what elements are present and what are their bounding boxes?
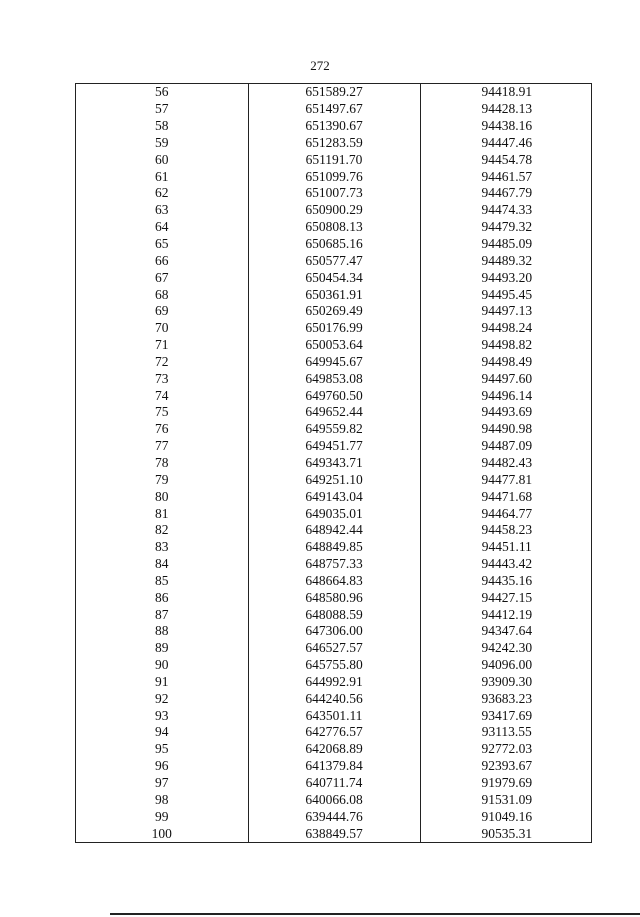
y-coordinate-cell: 94447.46	[420, 135, 593, 152]
x-coordinate-cell: 649343.71	[248, 455, 420, 472]
y-coordinate-cell: 94412.19	[420, 606, 593, 623]
point-number-cell: 100	[151, 825, 172, 841]
table-row	[76, 539, 593, 556]
point-number-cell: 89	[155, 640, 169, 656]
point-number-cell: 80	[155, 488, 169, 504]
point-number-cell: 79	[155, 471, 169, 487]
table-row	[76, 825, 593, 842]
y-coordinate-cell: 94438.16	[420, 118, 593, 135]
table-row	[76, 185, 593, 202]
table-row	[76, 404, 593, 421]
x-coordinate-cell: 649760.50	[248, 387, 420, 404]
y-coordinate-cell: 94435.16	[420, 572, 593, 589]
table-row	[76, 471, 593, 488]
y-coordinate-cell: 94427.15	[420, 589, 593, 606]
table-row	[76, 640, 593, 657]
table-row	[76, 303, 593, 320]
table-row	[76, 623, 593, 640]
y-coordinate-cell: 94477.81	[420, 471, 593, 488]
x-coordinate-cell: 640711.74	[248, 775, 420, 792]
page-bottom-rule	[110, 913, 640, 915]
point-number-cell: 99	[155, 808, 169, 824]
table-row	[76, 118, 593, 135]
y-coordinate-cell: 91531.09	[420, 791, 593, 808]
point-number-cell: 78	[155, 454, 169, 470]
y-coordinate-cell: 94497.60	[420, 370, 593, 387]
table-row	[76, 707, 593, 724]
table-row	[76, 589, 593, 606]
y-coordinate-cell: 94454.78	[420, 151, 593, 168]
point-number-cell: 85	[155, 572, 169, 588]
coordinate-table-body	[76, 84, 593, 842]
y-coordinate-cell: 94498.24	[420, 320, 593, 337]
x-coordinate-cell: 651099.76	[248, 168, 420, 185]
y-coordinate-cell: 92772.03	[420, 741, 593, 758]
y-coordinate-cell: 94495.45	[420, 286, 593, 303]
x-coordinate-cell: 642068.89	[248, 741, 420, 758]
table-row	[76, 505, 593, 522]
point-number-cell: 64	[155, 219, 169, 235]
table-row	[76, 724, 593, 741]
x-coordinate-cell: 651589.27	[248, 84, 420, 101]
y-coordinate-cell: 94474.33	[420, 202, 593, 219]
table-row	[76, 758, 593, 775]
point-number-cell: 71	[155, 337, 169, 353]
point-number-cell: 97	[155, 775, 169, 791]
point-number-cell: 92	[155, 690, 169, 706]
point-number-cell: 81	[155, 505, 169, 521]
x-coordinate-cell: 649035.01	[248, 505, 420, 522]
table-row	[76, 354, 593, 371]
point-number-cell: 82	[155, 522, 169, 538]
point-number-cell: 59	[155, 134, 169, 150]
x-coordinate-cell: 650577.47	[248, 252, 420, 269]
point-number-cell: 70	[155, 320, 169, 336]
y-coordinate-cell: 94496.14	[420, 387, 593, 404]
y-coordinate-cell: 94347.64	[420, 623, 593, 640]
table-row	[76, 522, 593, 539]
x-coordinate-cell: 649451.77	[248, 438, 420, 455]
x-coordinate-cell: 651191.70	[248, 151, 420, 168]
y-coordinate-cell: 94464.77	[420, 505, 593, 522]
table-row	[76, 84, 593, 101]
table-row	[76, 370, 593, 387]
point-number-cell: 66	[155, 252, 169, 268]
x-coordinate-cell: 648849.85	[248, 539, 420, 556]
table-row	[76, 135, 593, 152]
x-coordinate-cell: 649251.10	[248, 471, 420, 488]
table-row	[76, 741, 593, 758]
table-row	[76, 808, 593, 825]
x-coordinate-cell: 650808.13	[248, 219, 420, 236]
point-number-cell: 56	[155, 84, 169, 100]
point-number-cell: 60	[155, 151, 169, 167]
point-number-cell: 65	[155, 236, 169, 252]
y-coordinate-cell: 94497.13	[420, 303, 593, 320]
x-coordinate-cell: 650269.49	[248, 303, 420, 320]
table-row	[76, 556, 593, 573]
y-coordinate-cell: 94461.57	[420, 168, 593, 185]
y-coordinate-cell: 94428.13	[420, 101, 593, 118]
x-coordinate-cell: 650685.16	[248, 236, 420, 253]
table-row	[76, 219, 593, 236]
x-coordinate-cell: 651390.67	[248, 118, 420, 135]
table-row	[76, 438, 593, 455]
table-row	[76, 236, 593, 253]
x-coordinate-cell: 644240.56	[248, 690, 420, 707]
y-coordinate-cell: 93909.30	[420, 674, 593, 691]
point-number-cell: 87	[155, 606, 169, 622]
table-row	[76, 151, 593, 168]
point-number-cell: 83	[155, 539, 169, 555]
point-number-cell: 96	[155, 758, 169, 774]
point-number-cell: 86	[155, 589, 169, 605]
page-number: 272	[310, 58, 330, 73]
y-coordinate-cell: 94493.69	[420, 404, 593, 421]
y-coordinate-cell: 94498.82	[420, 337, 593, 354]
table-row	[76, 606, 593, 623]
point-number-cell: 73	[155, 370, 169, 386]
x-coordinate-cell: 649945.67	[248, 354, 420, 371]
point-number-cell: 88	[155, 623, 169, 639]
table-row	[76, 387, 593, 404]
table-row	[76, 455, 593, 472]
x-coordinate-cell: 649652.44	[248, 404, 420, 421]
y-coordinate-cell: 91049.16	[420, 808, 593, 825]
y-coordinate-cell: 94489.32	[420, 252, 593, 269]
x-coordinate-cell: 649559.82	[248, 421, 420, 438]
y-coordinate-cell: 94458.23	[420, 522, 593, 539]
point-number-cell: 77	[155, 438, 169, 454]
x-coordinate-cell: 650053.64	[248, 337, 420, 354]
y-coordinate-cell: 94467.79	[420, 185, 593, 202]
y-coordinate-cell: 93113.55	[420, 724, 593, 741]
x-coordinate-cell: 648088.59	[248, 606, 420, 623]
table-row	[76, 657, 593, 674]
y-coordinate-cell: 94493.20	[420, 269, 593, 286]
x-coordinate-cell: 640066.08	[248, 791, 420, 808]
table-row	[76, 101, 593, 118]
y-coordinate-cell: 90535.31	[420, 825, 593, 842]
x-coordinate-cell: 645755.80	[248, 657, 420, 674]
x-coordinate-cell: 651497.67	[248, 101, 420, 118]
y-coordinate-cell: 94479.32	[420, 219, 593, 236]
table-row	[76, 269, 593, 286]
y-coordinate-cell: 94482.43	[420, 455, 593, 472]
point-number-cell: 63	[155, 202, 169, 218]
table-row	[76, 674, 593, 691]
x-coordinate-cell: 643501.11	[248, 707, 420, 724]
y-coordinate-cell: 93417.69	[420, 707, 593, 724]
point-number-cell: 61	[155, 168, 169, 184]
point-number-cell: 58	[155, 118, 169, 134]
y-coordinate-cell: 91979.69	[420, 775, 593, 792]
table-row	[76, 791, 593, 808]
point-number-cell: 84	[155, 556, 169, 572]
x-coordinate-cell: 642776.57	[248, 724, 420, 741]
point-number-cell: 67	[155, 269, 169, 285]
x-coordinate-cell: 648580.96	[248, 589, 420, 606]
table-row	[76, 202, 593, 219]
point-number-cell: 68	[155, 286, 169, 302]
x-coordinate-cell: 644992.91	[248, 674, 420, 691]
point-number-cell: 62	[155, 185, 169, 201]
table-row	[76, 775, 593, 792]
point-number-cell: 57	[155, 101, 169, 117]
y-coordinate-cell: 94242.30	[420, 640, 593, 657]
x-coordinate-cell: 648664.83	[248, 572, 420, 589]
x-coordinate-cell: 651283.59	[248, 135, 420, 152]
x-coordinate-cell: 649143.04	[248, 488, 420, 505]
table-row	[76, 337, 593, 354]
coordinate-table-frame	[75, 83, 592, 843]
x-coordinate-cell: 651007.73	[248, 185, 420, 202]
y-coordinate-cell: 94096.00	[420, 657, 593, 674]
point-number-cell: 75	[155, 404, 169, 420]
y-coordinate-cell: 94498.49	[420, 354, 593, 371]
x-coordinate-cell: 639444.76	[248, 808, 420, 825]
x-coordinate-cell: 648757.33	[248, 556, 420, 573]
point-number-cell: 72	[155, 353, 169, 369]
x-coordinate-cell: 648942.44	[248, 522, 420, 539]
point-number-cell: 94	[155, 724, 169, 740]
coordinate-table	[76, 84, 593, 842]
table-row	[76, 168, 593, 185]
y-coordinate-cell: 94487.09	[420, 438, 593, 455]
x-coordinate-cell: 649853.08	[248, 370, 420, 387]
table-row	[76, 252, 593, 269]
x-coordinate-cell: 647306.00	[248, 623, 420, 640]
x-coordinate-cell: 638849.57	[248, 825, 420, 842]
y-coordinate-cell: 94443.42	[420, 556, 593, 573]
table-row	[76, 488, 593, 505]
point-number-cell: 91	[155, 673, 169, 689]
x-coordinate-cell: 646527.57	[248, 640, 420, 657]
table-row	[76, 421, 593, 438]
point-number-cell: 95	[155, 741, 169, 757]
y-coordinate-cell: 92393.67	[420, 758, 593, 775]
y-coordinate-cell: 94490.98	[420, 421, 593, 438]
table-row	[76, 690, 593, 707]
point-number-cell: 90	[155, 657, 169, 673]
point-number-cell: 93	[155, 707, 169, 723]
point-number-cell: 74	[155, 387, 169, 403]
table-row	[76, 286, 593, 303]
x-coordinate-cell: 650900.29	[248, 202, 420, 219]
x-coordinate-cell: 641379.84	[248, 758, 420, 775]
y-coordinate-cell: 94418.91	[420, 84, 593, 101]
point-number-cell: 76	[155, 421, 169, 437]
y-coordinate-cell: 93683.23	[420, 690, 593, 707]
point-number-cell: 69	[155, 303, 169, 319]
table-row	[76, 320, 593, 337]
table-row	[76, 572, 593, 589]
point-number-cell: 98	[155, 791, 169, 807]
y-coordinate-cell: 94451.11	[420, 539, 593, 556]
x-coordinate-cell: 650176.99	[248, 320, 420, 337]
y-coordinate-cell: 94485.09	[420, 236, 593, 253]
x-coordinate-cell: 650454.34	[248, 269, 420, 286]
y-coordinate-cell: 94471.68	[420, 488, 593, 505]
x-coordinate-cell: 650361.91	[248, 286, 420, 303]
